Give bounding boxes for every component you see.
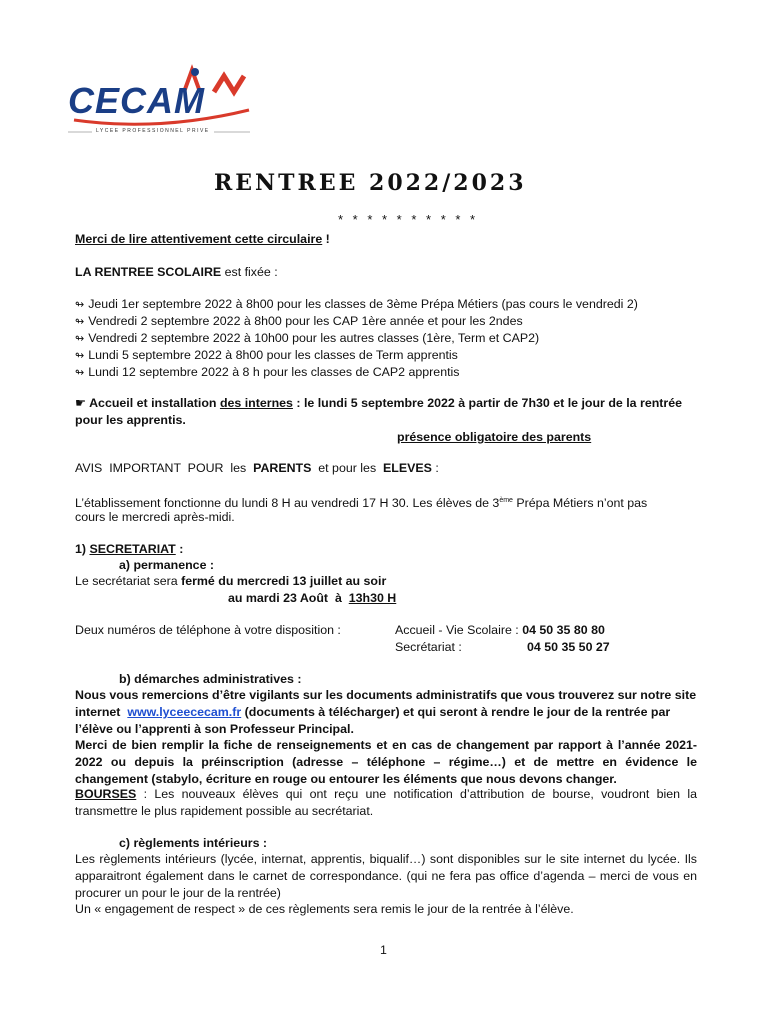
reglements-p1: Les règlements intérieurs (lycée, internat, apprentis, biqualif…) sont disponibles sur le site internet du lycée. Ils apparaitront également dans le carnet de correspondance. (qui ne fera pas office d’agenda – merci de vous en procurer un pour le jour de la rentrée) [75, 852, 697, 900]
demarches-p2: Merci de bien remplir la fiche de renseignements et en cas de changement par rapport à l’année 2021-2022 ou depuis la préinscription (adresse – téléphone – régime…) et de mettre en évidence le changement (stabylo, écriture en rouge ou entourer les éléments que nous devons changer. [75, 738, 697, 786]
demarches-p1-line2: internet www.lyceececam.fr (documents à télécharger) et qui seront à rendre le jour de la rentrée par [75, 705, 671, 719]
ferme-line1: Le secrétariat sera fermé du mercredi 13 juillet au soir [75, 574, 387, 588]
phone-secretariat: Secrétariat : [395, 640, 462, 654]
bourses-paragraph: BOURSES : Les nouveaux élèves qui ont reçu une notification d’attribution de bourse, voudront bien la transmettre le plus rapidement possible au secrétariat. [75, 787, 697, 818]
accueil-line: ☛ Accueil et installation des internes : le lundi 5 septembre 2022 à partir de 7h30 et le jour de la rentrée [75, 396, 683, 410]
list-item: ↬ Lundi 12 septembre 2022 à 8 h pour les classes de CAP2 apprentis [75, 365, 460, 379]
secretariat-heading: 1) SECRETARIAT : [75, 542, 184, 556]
list-item: ↬ Vendredi 2 septembre 2022 à 10h00 pour les autres classes (1ère, Term et CAP2) [75, 331, 540, 345]
site-link[interactable]: www.lyceececam.fr [127, 705, 242, 719]
pointing-hand-icon: ☛ [75, 396, 87, 410]
list-item: ↬ Lundi 5 septembre 2022 à 8h00 pour les classes de Term apprentis [75, 348, 458, 362]
page-title: RENTREE 2022/2023 [214, 170, 527, 196]
logo-name: CECAM [68, 80, 205, 121]
arrow-bullet-icon: ↬ [75, 349, 85, 362]
reglements-p2: Un « engagement de respect » de ces règlements sera remis le jour de la rentrée à l’élève. [75, 902, 574, 916]
demarches-label: b) démarches administratives : [119, 672, 302, 686]
rentree-heading [75, 264, 278, 281]
arrow-bullet-icon: ↬ [75, 298, 85, 311]
page-number: 1 [380, 943, 387, 957]
list-item: ↬ Vendredi 2 septembre 2022 à 8h00 pour les CAP 1ère année et pour les 2ndes [75, 314, 523, 328]
phone-accueil: Accueil - Vie Scolaire : 04 50 35 80 80 [395, 623, 605, 637]
arrow-bullet-icon: ↬ [75, 366, 85, 379]
avis-line: AVIS IMPORTANT POUR les PARENTS et pour les ELEVES : [75, 461, 439, 475]
logo [64, 62, 254, 142]
intro-text: Merci de lire attentivement cette circulaire [75, 232, 323, 246]
ferme-line2: au mardi 23 Août à 13h30 H [228, 591, 397, 605]
phone-secretariat-number: 04 50 35 50 27 [527, 640, 610, 654]
reglements-label: c) règlements intérieurs : [119, 836, 268, 850]
arrow-bullet-icon: ↬ [75, 332, 85, 345]
rentree-suffix: est fixée : [221, 265, 278, 279]
telephone-label: Deux numéros de téléphone à votre disposition : [75, 623, 341, 637]
etablissement-line2: cours le mercredi après-midi. [75, 510, 235, 524]
accueil-line2: pour les apprentis. [75, 413, 186, 427]
rentree-label: LA RENTREE SCOLAIRE [75, 265, 222, 279]
logo-subtitle: LYCEE PROFESSIONNEL PRIVE [92, 128, 214, 134]
etablissement-line1: L’établissement fonctionne du lundi 8 H au vendredi 17 H 30. Les élèves de 3ème Prépa Métiers n’ont pas [75, 496, 648, 511]
arrow-bullet-icon: ↬ [75, 315, 85, 328]
demarches-p1-line3: l’élève ou l’apprenti à son Professeur Principal. [75, 722, 354, 736]
list-item: ↬ Jeudi 1er septembre 2022 à 8h00 pour les classes de 3ème Prépa Métiers (pas cours le vendredi 2) [75, 297, 638, 311]
permanence-label: a) permanence : [119, 558, 215, 572]
presence-note: présence obligatoire des parents [397, 430, 592, 444]
intro-line [75, 231, 330, 248]
demarches-p1-line1: Nous vous remercions d’être vigilants sur les documents administratifs que vous trouverez sur notre site [75, 688, 697, 702]
rentree-list [75, 296, 638, 381]
intro-tail: ! [322, 232, 330, 246]
separator-stars: * * * * * * * * * * [338, 212, 479, 227]
